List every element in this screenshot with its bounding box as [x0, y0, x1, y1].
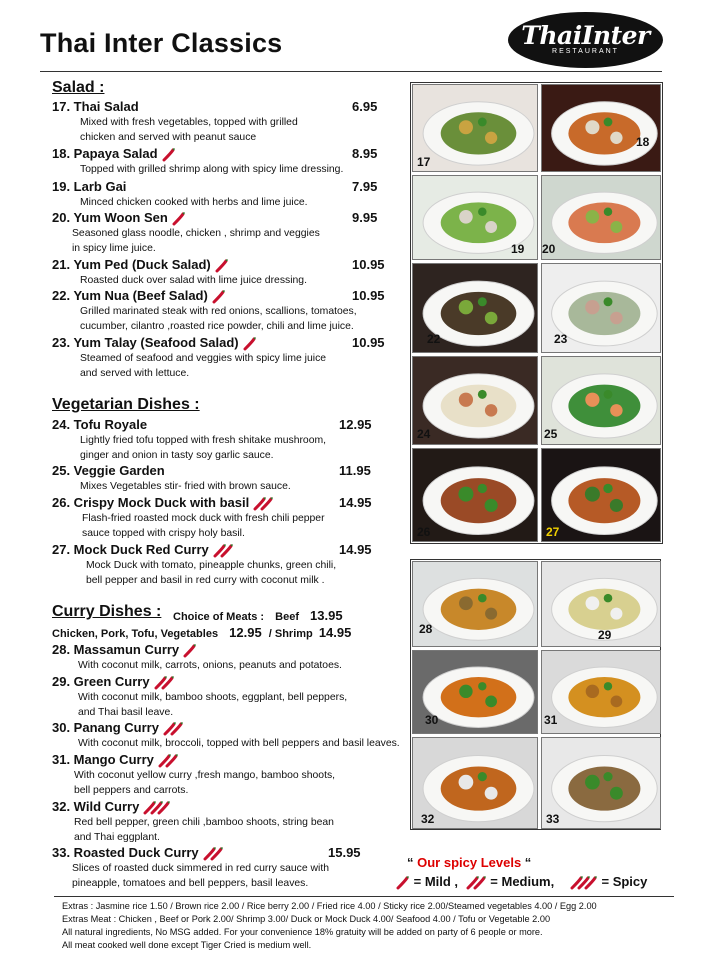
dish-photo-number: 30 [425, 713, 439, 727]
spicy-pepper-icon [566, 874, 598, 889]
salad-heading: Salad : [52, 79, 105, 96]
menu-item-head [52, 752, 392, 769]
menu-item [52, 335, 392, 381]
curry-others-line [52, 625, 351, 640]
menu-item-price: 10.95 [352, 288, 385, 303]
menu-item-name: 24. Tofu Royale [52, 417, 148, 432]
curry-choice-line [173, 608, 343, 623]
spicy-title-text: Our spicy Levels [417, 855, 522, 870]
menu-item-name: 33. Roasted Duck Curry [52, 845, 199, 860]
vegetarian-heading: Vegetarian Dishes : [52, 396, 200, 413]
menu-item-description: Flash-fried roasted mock duck with fresh chili pepper [82, 513, 325, 524]
beef-label: Beef [275, 611, 299, 623]
menu-item-name: 31. Mango Curry [52, 752, 154, 767]
menu-item-name: 17. Thai Salad [52, 99, 139, 114]
dish-illustration [413, 449, 538, 542]
menu-item-description: Red bell pepper, green chili ,bamboo shoots, string bean [74, 817, 334, 828]
menu-item-description: With coconut milk, bamboo shoots, eggplant, bell peppers, [78, 692, 348, 703]
menu-item-description: Grilled marinated steak with red onions, scallions, tomatoes, [80, 306, 357, 317]
dish-photo [541, 263, 661, 353]
menu-item-head [52, 179, 392, 196]
mild-label: = Mild , [413, 874, 459, 889]
menu-item-name: 20. Yum Woon Sen [52, 210, 168, 225]
menu-item-name: 19. Larb Gai [52, 179, 127, 194]
menu-item [52, 642, 392, 674]
menu-item-description: Roasted duck over salad with lime juice dressing. [80, 275, 307, 286]
dish-photo-number: 18 [636, 135, 650, 149]
dish-photo-number: 20 [542, 242, 556, 256]
dish-photo [412, 448, 538, 542]
shrimp-label: / Shrimp [268, 628, 313, 640]
menu-item-head [52, 542, 392, 559]
choice-label: Choice of Meats : [173, 611, 265, 623]
menu-item-price: 15.95 [328, 845, 361, 860]
menu-item-head [52, 210, 392, 227]
dish-photo [541, 561, 661, 647]
menu-item-name: 30. Panang Curry [52, 720, 159, 735]
menu-item-head [52, 288, 392, 305]
extras-line: Extras Meat : Chicken , Beef or Pork 2.00/ Shrimp 3.00/ Duck or Mock Duck 4.00/ Seafood 4.00 / Tofu or Vegetable 2.00 [62, 914, 551, 924]
menu-item-name: 25. Veggie Garden [52, 463, 165, 478]
menu-item-name: 26. Crispy Mock Duck with basil [52, 495, 250, 510]
restaurant-logo [508, 12, 663, 68]
menu-item-head [52, 799, 392, 816]
dish-photo-number: 23 [554, 332, 568, 346]
menu-item-head [52, 335, 392, 352]
menu-item-name: 29. Green Curry [52, 674, 150, 689]
footer-divider [54, 896, 674, 897]
menu-item [52, 210, 392, 256]
menu-item-price: 8.95 [352, 146, 378, 161]
menu-item-description: bell pepper and basil in red curry with coconut milk . [86, 574, 325, 586]
extras-line: All natural ingredients, No MSG added. For your convenience 18% gratuity will be added on party of 6 people or more. [62, 927, 543, 937]
dish-photo-number: 32 [421, 812, 435, 826]
menu-item [52, 179, 392, 211]
menu-item [52, 257, 392, 289]
menu-item-head [52, 417, 392, 434]
menu-item-name: 21. Yum Ped (Duck Salad) [52, 257, 211, 272]
dish-photo [412, 84, 538, 172]
spicy-label: = Spicy [601, 874, 648, 889]
dish-illustration [542, 85, 661, 172]
others-label: Chicken, Pork, Tofu, Vegetables [52, 628, 219, 640]
dish-photo-number: 33 [546, 812, 560, 826]
medium-label: = Medium, [490, 874, 555, 889]
menu-item-head [52, 463, 392, 480]
menu-item-description: cucumber, cilantro ,roasted rice powder, chili and lime juice. [80, 320, 354, 332]
chili-pepper-icon [139, 799, 171, 814]
menu-item-price: 10.95 [352, 335, 385, 350]
dish-illustration [542, 176, 661, 260]
dish-photo-number: 24 [417, 427, 431, 441]
chili-pepper-icon [209, 542, 234, 557]
menu-item-description: Steamed of seafood and veggies with spicy lime juice [80, 353, 327, 364]
menu-item-head [52, 495, 392, 512]
chili-pepper-icon [154, 752, 179, 767]
menu-item-description: Seasoned glass noodle, chicken , shrimp and veggies [72, 228, 320, 239]
menu-item-head [52, 146, 392, 163]
menu-item-head [52, 642, 392, 659]
menu-item [52, 674, 392, 720]
menu-item-description: Topped with grilled shrimp along with spicy lime dressing. [80, 164, 344, 175]
dish-photo-number: 27 [546, 525, 560, 539]
menu-item-description: and Thai basil leave. [78, 706, 174, 718]
extras-line: Extras : Jasmine rice 1.50 / Brown rice 2.00 / Rice berry 2.00 / Fried rice 4.00 / Sticky rice 2.00/Steamed vegetables 4.00 / Egg 2.00 [62, 901, 597, 911]
menu-item-name: 32. Wild Curry [52, 799, 140, 814]
dish-photo-number: 19 [511, 242, 525, 256]
menu-item-head [52, 720, 392, 737]
dish-illustration [413, 357, 538, 445]
chili-pepper-icon [150, 674, 175, 689]
dish-photo-number: 25 [544, 427, 558, 441]
spicy-levels-title: “ Our spicy Levels “ [407, 855, 532, 870]
menu-item-price: 11.95 [339, 463, 371, 478]
menu-item-description: Slices of roasted duck simmered in red curry sauce with [72, 863, 329, 874]
menu-item-description: With coconut milk, broccoli, topped with bell peppers and basil leaves. [78, 738, 400, 749]
dish-illustration [542, 738, 661, 829]
chili-pepper-icon [249, 495, 274, 510]
menu-item [52, 495, 392, 541]
menu-item [52, 542, 392, 588]
menu-item-name: 23. Yum Talay (Seafood Salad) [52, 335, 239, 350]
menu-item-description: Mock Duck with tomato, pineapple chunks, green chili, [86, 560, 337, 571]
chili-pepper-icon [179, 642, 197, 657]
menu-item [52, 463, 392, 495]
menu-item-description: ginger and onion in tasty soy garlic sauce. [80, 449, 274, 461]
menu-item-price: 7.95 [352, 179, 378, 194]
menu-item-price: 14.95 [339, 542, 372, 557]
dish-photo [412, 737, 538, 829]
menu-item [52, 720, 400, 752]
dish-illustration [413, 85, 538, 172]
menu-item-description: Lightly fried tofu topped with fresh shitake mushroom, [80, 435, 327, 446]
menu-item-description: Mixes Vegetables stir- fried with brown sauce. [80, 481, 291, 492]
chili-pepper-icon [158, 146, 176, 161]
dish-photo-number: 28 [419, 622, 433, 636]
menu-item-price: 6.95 [352, 99, 378, 114]
mild-pepper-icon [392, 874, 410, 889]
menu-item-description: Minced chicken cooked with herbs and lime juice. [80, 197, 308, 208]
dish-illustration [542, 449, 661, 542]
dish-illustration [542, 357, 661, 445]
menu-item-price: 9.95 [352, 210, 378, 225]
extras-footer [62, 900, 597, 952]
medium-pepper-icon [462, 874, 487, 889]
menu-item [52, 845, 392, 891]
menu-item-price: 14.95 [339, 495, 372, 510]
header-divider [40, 71, 662, 72]
menu-item-description: bell peppers and carrots. [74, 784, 189, 796]
menu-item-description: With coconut milk, carrots, onions, peanuts and potatoes. [78, 660, 342, 671]
others-price: 12.95 [229, 625, 262, 640]
menu-item-description: Mixed with fresh vegetables, topped with grilled [80, 117, 298, 128]
menu-item-name: 27. Mock Duck Red Curry [52, 542, 209, 557]
menu-item [52, 288, 392, 334]
chili-pepper-icon [208, 288, 226, 303]
menu-item-head [52, 257, 392, 274]
dish-photo [541, 448, 661, 542]
menu-item-head [52, 99, 392, 116]
shrimp-price: 14.95 [318, 625, 352, 640]
dish-photo-number: 17 [417, 155, 431, 169]
dish-photo [412, 356, 538, 445]
chili-pepper-icon [211, 257, 229, 272]
menu-item-description: pineapple, tomatoes and bell peppers, basil leaves. [72, 877, 309, 889]
menu-item [52, 99, 392, 145]
logo-text: ThaiInter [521, 21, 650, 50]
chili-pepper-icon [199, 845, 224, 860]
menu-item-description: sauce topped with crispy holy basil. [82, 527, 245, 539]
menu-item-name: 28. Massamun Curry [52, 642, 180, 657]
menu-item-description: in spicy lime juice. [72, 242, 156, 254]
menu-item-price: 12.95 [339, 417, 372, 432]
dish-photo [541, 175, 661, 260]
menu-item [52, 799, 392, 845]
menu-item [52, 752, 392, 798]
extras-line: All meat cooked well done except Tiger Cried is medium well. [62, 940, 312, 950]
menu-item-description: and served with lettuce. [80, 367, 190, 379]
dish-photo [412, 263, 538, 353]
dish-photo [541, 737, 661, 829]
dish-illustration [542, 651, 661, 734]
dish-photo [541, 356, 661, 445]
menu-item-name: 22. Yum Nua (Beef Salad) [52, 288, 208, 303]
dish-photo [541, 84, 661, 172]
chili-pepper-icon [168, 210, 186, 225]
dish-photo [412, 175, 538, 260]
menu-item-head [52, 674, 392, 691]
dish-photo [412, 650, 538, 734]
dish-photo-number: 29 [598, 628, 612, 642]
menu-item-price: 10.95 [352, 257, 385, 272]
menu-item [52, 417, 392, 463]
dish-photo-number: 26 [417, 525, 431, 539]
menu-item-description: and Thai eggplant. [74, 831, 160, 843]
menu-item-description: chicken and served with peanut sauce [80, 131, 257, 143]
page-title: Thai Inter Classics [40, 28, 283, 58]
chili-pepper-icon [239, 335, 257, 350]
chili-pepper-icon [159, 720, 184, 735]
logo-subtext: RESTAURANT [552, 48, 619, 55]
beef-price: 13.95 [310, 608, 343, 623]
dish-photo [541, 650, 661, 734]
dish-photo-number: 22 [427, 332, 441, 346]
menu-item-description: With coconut yellow curry ,fresh mango, bamboo shoots, [74, 770, 336, 781]
spicy-legend [392, 874, 647, 890]
dish-photo [412, 561, 538, 647]
curry-heading: Curry Dishes : [52, 603, 162, 620]
dish-photo-number: 31 [544, 713, 558, 727]
menu-item-head [52, 845, 392, 862]
menu-item [52, 146, 392, 178]
menu-item-name: 18. Papaya Salad [52, 146, 158, 161]
